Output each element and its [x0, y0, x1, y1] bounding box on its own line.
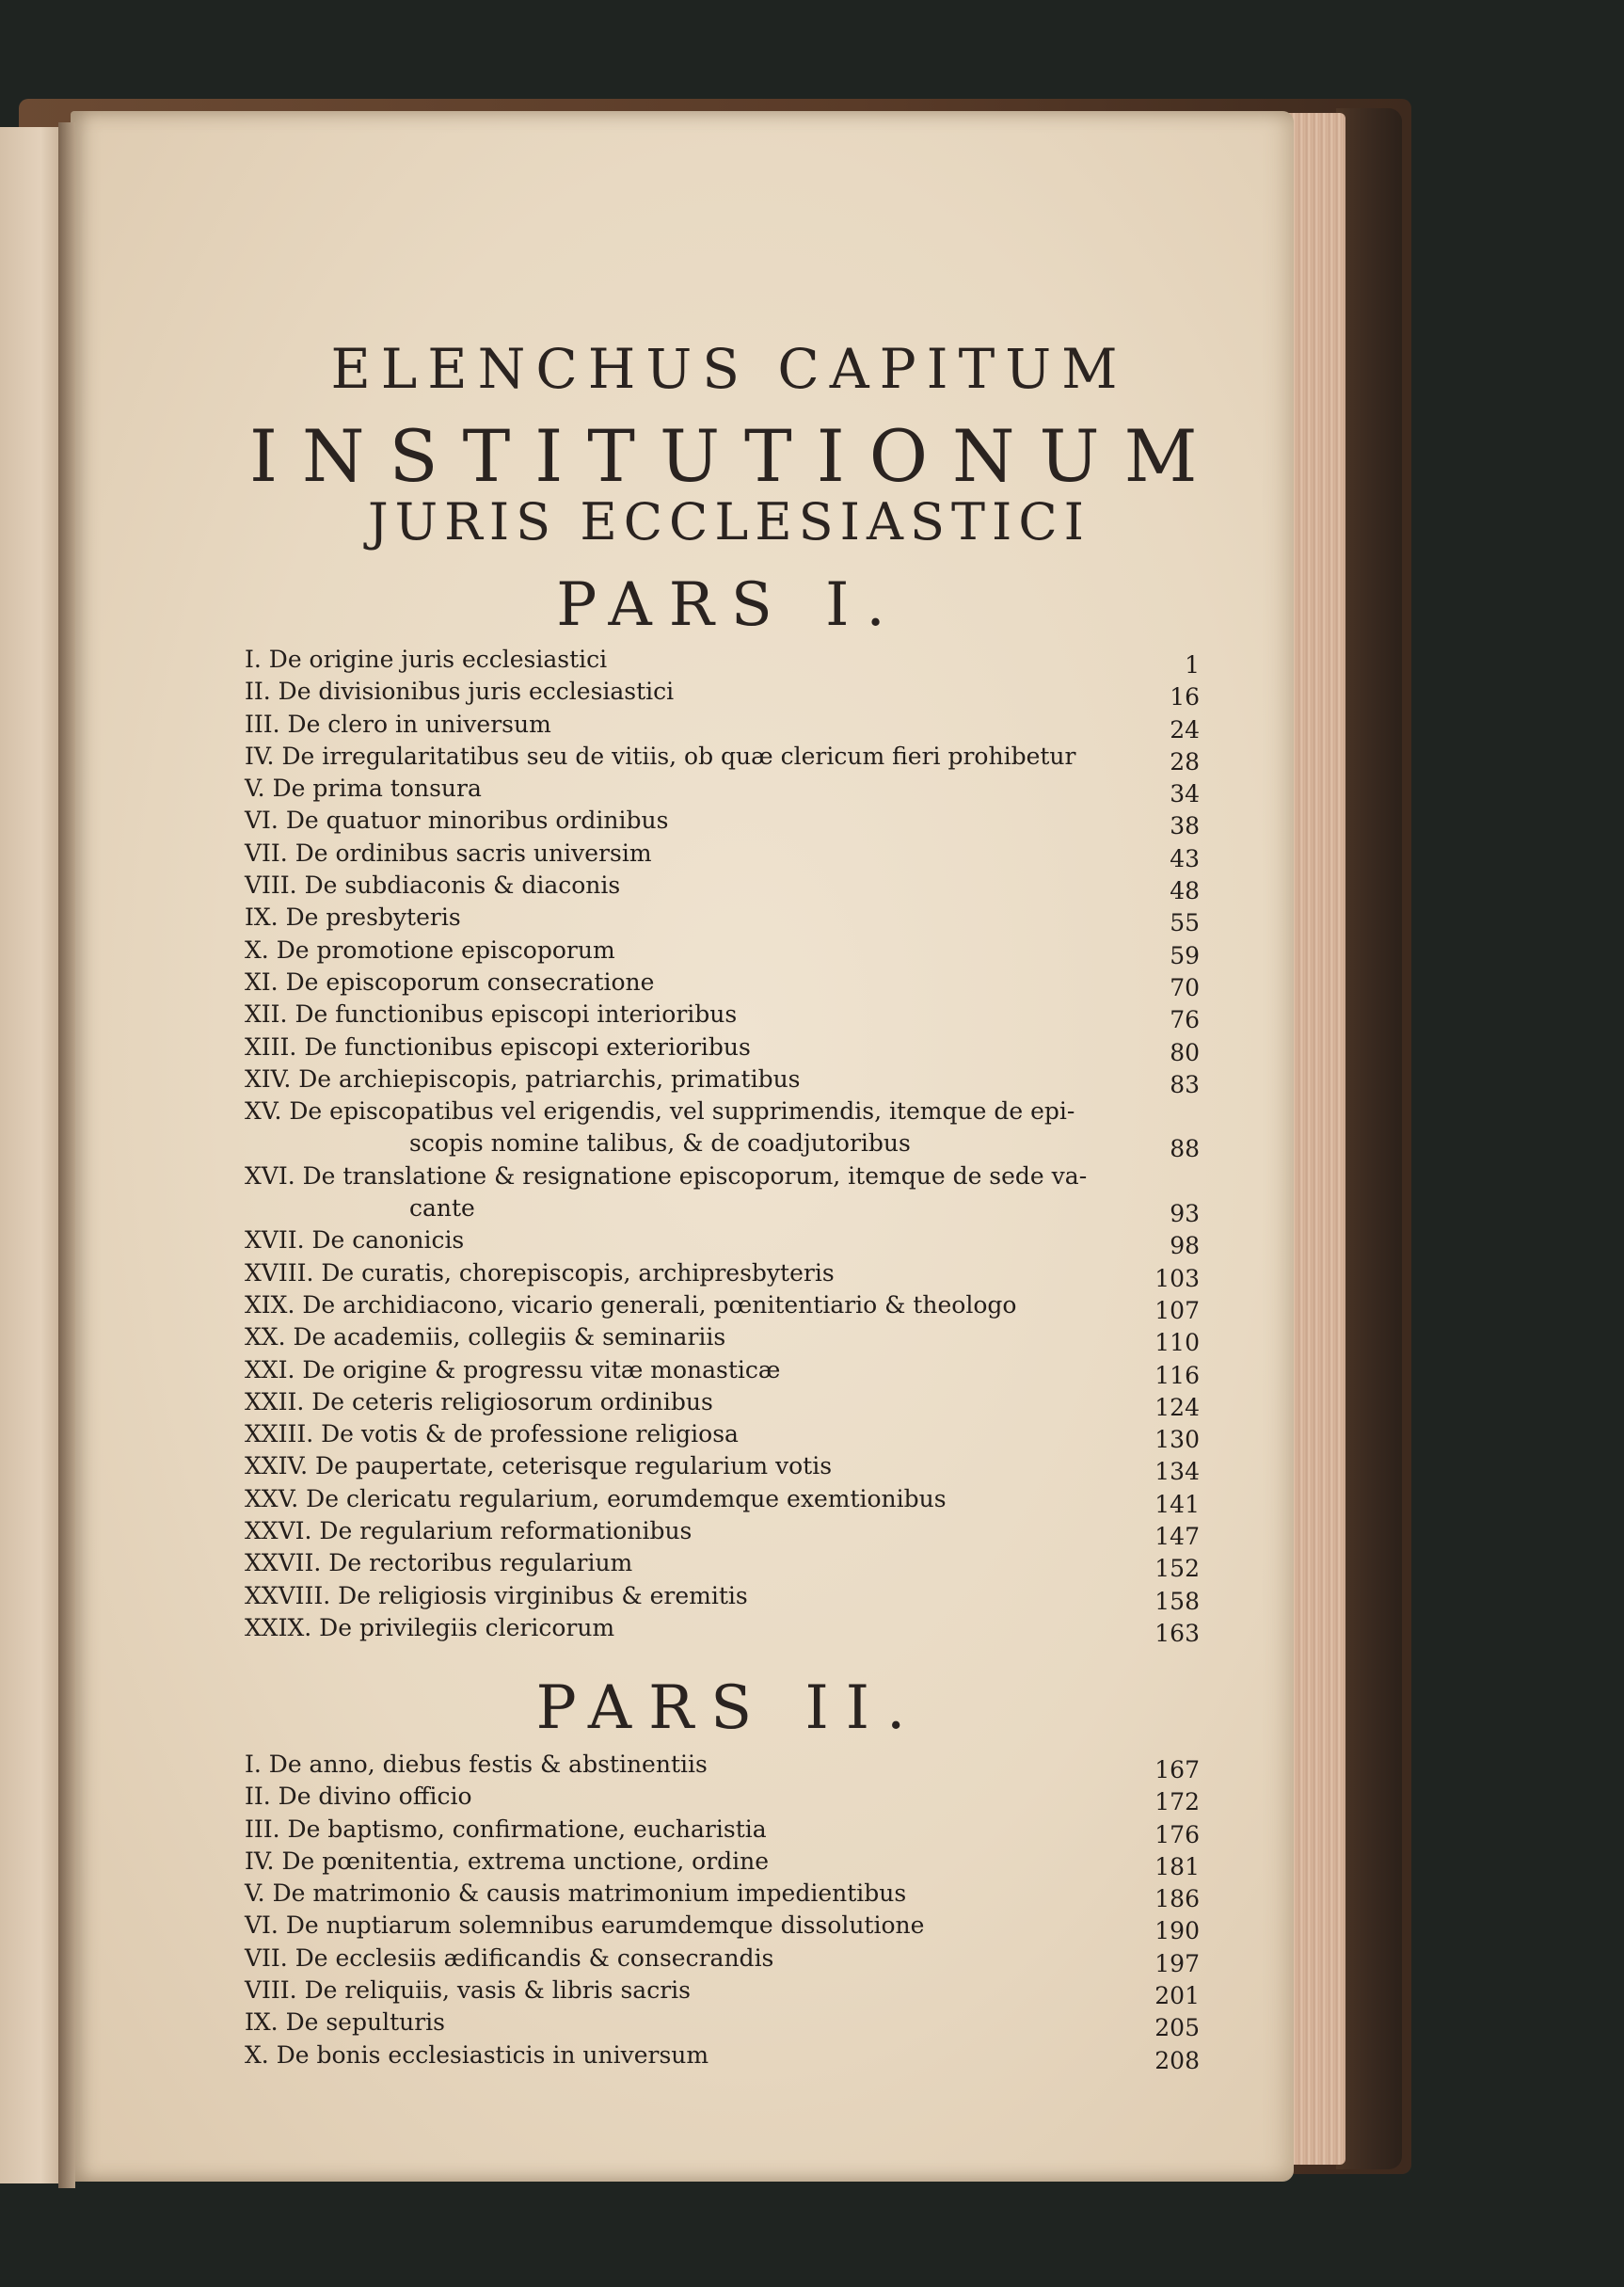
toc-entry-title: XXIX. De privilegiis clericorum [245, 1613, 615, 1641]
toc-entry-title: I. De origine juris ecclesiastici [245, 646, 608, 673]
toc-entry-page-number: 93 [1170, 1200, 1200, 1228]
toc-entry-title: I. De anno, diebus festis & abstinentiis [245, 1751, 708, 1778]
toc-entry-title: IV. De irregularitatibus seu de vitiis, ob quæ clericum fieri prohibetur [245, 742, 1076, 770]
toc-entry-title: XVI. De translatione & resignatione episcoporum, itemque de sede va- [245, 1161, 1088, 1190]
toc-entry-title: XXV. De clericatu regularium, eorumdemque exemtionibus [245, 1484, 947, 1512]
toc-entry-page-number: 130 [1154, 1426, 1200, 1454]
toc-entry-title: III. De baptismo, confirmatione, eucharistia [245, 1815, 767, 1843]
toc-entry-page-number: 24 [1170, 715, 1200, 744]
toc-entry [245, 2008, 1200, 2040]
toc-entry-title: IX. De presbyteris [245, 904, 461, 932]
toc-entry-title: VI. De nuptiarum solemnibus earumdemque dissolutione [245, 1911, 925, 1940]
toc-entry-title: III. De clero in universum [245, 710, 551, 738]
toc-entry [245, 775, 1200, 807]
toc-entry-page-number: 83 [1170, 1070, 1200, 1098]
toc-entry [245, 1582, 1200, 1614]
toc-entry [245, 1194, 1200, 1226]
toc-entry [245, 968, 1200, 1000]
toc-entry-title: XXII. De ceteris religiosorum ordinibus [245, 1387, 713, 1415]
toc-entry [245, 1517, 1200, 1549]
toc-entry [245, 1751, 1200, 1783]
toc-entry-page-number: 172 [1154, 1788, 1200, 1816]
toc-entry-title: XXVI. De regularium reformationibus [245, 1517, 693, 1545]
toc-entry-title: V. De prima tonsura [245, 775, 482, 803]
toc-entry [245, 1614, 1200, 1646]
toc-entry-page-number: 59 [1170, 941, 1200, 969]
toc-entry [245, 1356, 1200, 1388]
toc-entry-page-number: 48 [1170, 877, 1200, 905]
toc-entry [245, 840, 1200, 872]
toc-entry-page-number: 88 [1170, 1135, 1200, 1163]
toc-entry [245, 1097, 1200, 1129]
toc-entry-title: II. De divisionibus juris ecclesiastici [245, 678, 675, 706]
toc-entry-title: XV. De episcopatibus vel erigendis, vel supprimendis, itemque de epi- [245, 1097, 1075, 1126]
toc-entry-title: XXIII. De votis & de professione religiosa [245, 1420, 739, 1448]
toc-entry [245, 872, 1200, 904]
title-line-2: INSTITUTIONUM [249, 414, 1222, 498]
toc-entry-page-number: 141 [1154, 1490, 1200, 1518]
toc-entry [245, 1911, 1200, 1943]
toc-entry [245, 743, 1200, 775]
toc-entry-page-number: 76 [1170, 1006, 1200, 1034]
toc-entry-title: VI. De quatuor minoribus ordinibus [245, 807, 669, 835]
toc-entry-title: VII. De ordinibus sacris universim [245, 839, 652, 867]
toc-entry-page-number: 147 [1154, 1523, 1200, 1551]
toc-entry-page-number: 1 [1185, 651, 1200, 679]
toc-entry [245, 1033, 1200, 1065]
toc-entry-title: X. De promotione episcoporum [245, 936, 615, 964]
toc-entry [245, 678, 1200, 710]
toc-entry-page-number: 208 [1154, 2046, 1200, 2074]
toc-entry-title: XI. De episcoporum consecratione [245, 968, 655, 996]
toc-entry [245, 904, 1200, 936]
toc-entry [245, 1879, 1200, 1911]
toc-entry-title: X. De bonis ecclesiasticis in universum [245, 2040, 709, 2069]
toc-entry [245, 1549, 1200, 1581]
toc-entry-title: II. De divino officio [245, 1783, 472, 1811]
toc-entry-page-number: 197 [1154, 1949, 1200, 1977]
toc-entry-title: XX. De academiis, collegiis & seminariis [245, 1323, 726, 1351]
toc-entry-title: VIII. De subdiaconis & diaconis [245, 872, 621, 900]
toc-entry-page-number: 205 [1154, 2014, 1200, 2042]
toc-entry [245, 807, 1200, 839]
toc-entry [245, 936, 1200, 968]
book-page [71, 111, 1294, 2182]
toc-entry-title: V. De matrimonio & causis matrimonium impedientibus [245, 1879, 907, 1908]
toc-entry-page-number: 28 [1170, 747, 1200, 776]
toc-entry-title: XII. De functionibus episcopi interioribus [245, 1000, 738, 1029]
toc-entry [245, 1783, 1200, 1815]
toc-entry-page-number: 163 [1154, 1619, 1200, 1647]
toc-entry-title: XIX. De archidiacono, vicario generali, pœnitentiario & theologo [245, 1290, 1017, 1319]
toc-entry-title: XVIII. De curatis, chorepiscopis, archipresbyteris [245, 1258, 835, 1287]
part-1-contents [245, 646, 1200, 1646]
toc-entry-page-number: 167 [1154, 1756, 1200, 1783]
toc-entry-page-number: 103 [1154, 1264, 1200, 1292]
toc-entry-page-number: 201 [1154, 1982, 1200, 2010]
toc-entry [245, 646, 1200, 678]
toc-entry [245, 1291, 1200, 1323]
toc-entry-title: XIII. De functionibus episcopi exterioribus [245, 1032, 751, 1061]
title-line-1: ELENCHUS CAPITUM [330, 337, 1128, 401]
toc-entry [245, 1065, 1200, 1097]
toc-entry-page-number: 190 [1154, 1917, 1200, 1945]
toc-entry [245, 1388, 1200, 1420]
toc-entry-page-number: 80 [1170, 1038, 1200, 1066]
toc-entry [245, 711, 1200, 743]
part-1-heading: PARS I. [556, 570, 902, 640]
toc-entry-title: IV. De pœnitentia, extrema unctione, ordine [245, 1847, 770, 1875]
toc-entry-title: scopis nomine talibus, & de coadjutoribus [409, 1129, 911, 1158]
toc-entry [245, 1162, 1200, 1194]
toc-entry-title: XXVII. De rectoribus regularium [245, 1549, 633, 1577]
toc-entry-page-number: 134 [1154, 1458, 1200, 1486]
toc-entry-page-number: 116 [1154, 1361, 1200, 1389]
toc-entry-title: XIV. De archiepiscopis, patriarchis, primatibus [245, 1064, 801, 1093]
toc-entry-page-number: 158 [1154, 1587, 1200, 1615]
toc-entry-title: XXI. De origine & progressu vitæ monasticæ [245, 1355, 781, 1383]
toc-entry-page-number: 176 [1154, 1820, 1200, 1848]
toc-entry [245, 1976, 1200, 2008]
toc-entry-page-number: 124 [1154, 1393, 1200, 1421]
toc-entry [245, 1485, 1200, 1517]
toc-entry [245, 1452, 1200, 1484]
book-spine [1336, 108, 1402, 2169]
toc-entry [245, 1000, 1200, 1032]
toc-entry [245, 1815, 1200, 1847]
toc-entry-title: XXVIII. De religiosis virginibus & eremitis [245, 1581, 748, 1609]
toc-entry-title: cante [409, 1194, 475, 1223]
toc-entry-title: VII. De ecclesiis ædificandis & consecrandis [245, 1943, 774, 1972]
toc-entry-page-number: 43 [1170, 844, 1200, 872]
toc-entry-page-number: 55 [1170, 909, 1200, 937]
toc-entry-page-number: 107 [1154, 1296, 1200, 1324]
toc-entry [245, 1847, 1200, 1879]
toc-entry-page-number: 38 [1170, 812, 1200, 840]
toc-entry [245, 1944, 1200, 1976]
toc-entry-title: IX. De sepulturis [245, 2008, 446, 2037]
toc-entry [245, 1323, 1200, 1355]
toc-entry-title: XVII. De canonicis [245, 1226, 465, 1255]
part-2-heading: PARS II. [535, 1673, 923, 1743]
toc-entry-page-number: 70 [1170, 973, 1200, 1001]
toc-entry-page-number: 110 [1154, 1329, 1200, 1357]
toc-entry [245, 2041, 1200, 2073]
toc-entry-page-number: 16 [1170, 683, 1200, 712]
book-gutter [58, 122, 75, 2188]
toc-entry-title: XXIV. De paupertate, ceterisque regularium votis [245, 1452, 833, 1480]
toc-entry [245, 1226, 1200, 1258]
toc-entry-page-number: 34 [1170, 780, 1200, 808]
toc-entry [245, 1420, 1200, 1452]
toc-entry-page-number: 152 [1154, 1555, 1200, 1583]
title-line-3: JURIS ECCLESIASTICI [368, 492, 1091, 552]
toc-entry [245, 1259, 1200, 1291]
part-2-contents [245, 1751, 1200, 2073]
toc-entry-page-number: 181 [1154, 1852, 1200, 1880]
toc-entry-page-number: 186 [1154, 1885, 1200, 1913]
toc-entry-page-number: 98 [1170, 1232, 1200, 1260]
toc-entry [245, 1129, 1200, 1161]
toc-entry-title: VIII. De reliquiis, vasis & libris sacris [245, 1976, 691, 2005]
